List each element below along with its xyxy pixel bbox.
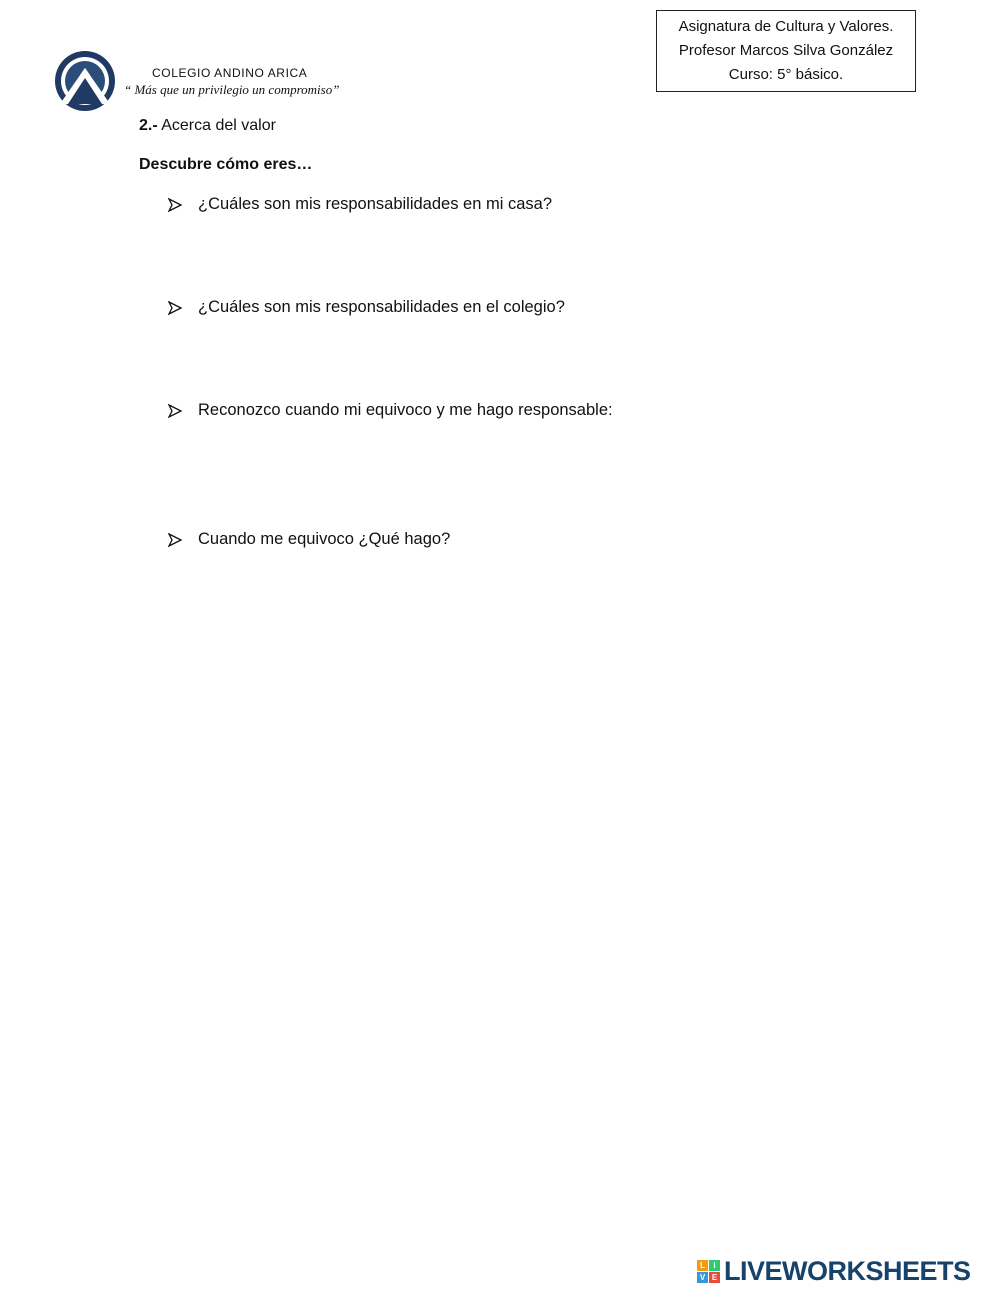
- live-tile: E: [709, 1272, 720, 1283]
- arrow-bullet-icon: [168, 404, 182, 418]
- school-motto: “ Más que un privilegio un compromiso”: [124, 82, 340, 97]
- arrow-bullet-icon: [168, 301, 182, 315]
- subject-line: Asignatura de Cultura y Valores.: [678, 18, 894, 35]
- live-tile: I: [709, 1260, 720, 1271]
- question-item: [168, 530, 450, 549]
- live-tiles-icon: [697, 1260, 720, 1283]
- question-text: ¿Cuáles son mis responsabilidades en mi casa?: [198, 195, 553, 213]
- section-title: [139, 117, 276, 135]
- question-text: Cuando me equivoco ¿Qué hago?: [198, 530, 451, 548]
- brand-name: LIVEWORKSHEETS: [724, 1256, 971, 1286]
- course-line: Curso: 5° básico.: [728, 66, 844, 83]
- question-text: Reconozco cuando mi equivoco y me hago responsable:: [198, 401, 613, 419]
- live-tile: V: [697, 1272, 708, 1283]
- section-subtitle: Descubre cómo eres…: [139, 156, 313, 173]
- school-name: COLEGIO ANDINO ARICA: [152, 66, 308, 80]
- section-title-text: Acerca del valor: [161, 117, 276, 134]
- course-info-box: [656, 10, 916, 92]
- liveworksheets-logo: [697, 1256, 971, 1287]
- arrow-bullet-icon: [168, 198, 182, 212]
- section-number: 2.-: [139, 117, 158, 134]
- teacher-line: Profesor Marcos Silva González: [678, 42, 894, 59]
- question-item: [168, 195, 552, 214]
- live-tile: L: [697, 1260, 708, 1271]
- arrow-bullet-icon: [168, 533, 182, 547]
- question-item: [168, 298, 565, 317]
- school-crest-icon: [54, 48, 116, 114]
- question-item: [168, 401, 613, 420]
- question-text: ¿Cuáles son mis responsabilidades en el colegio?: [198, 298, 565, 316]
